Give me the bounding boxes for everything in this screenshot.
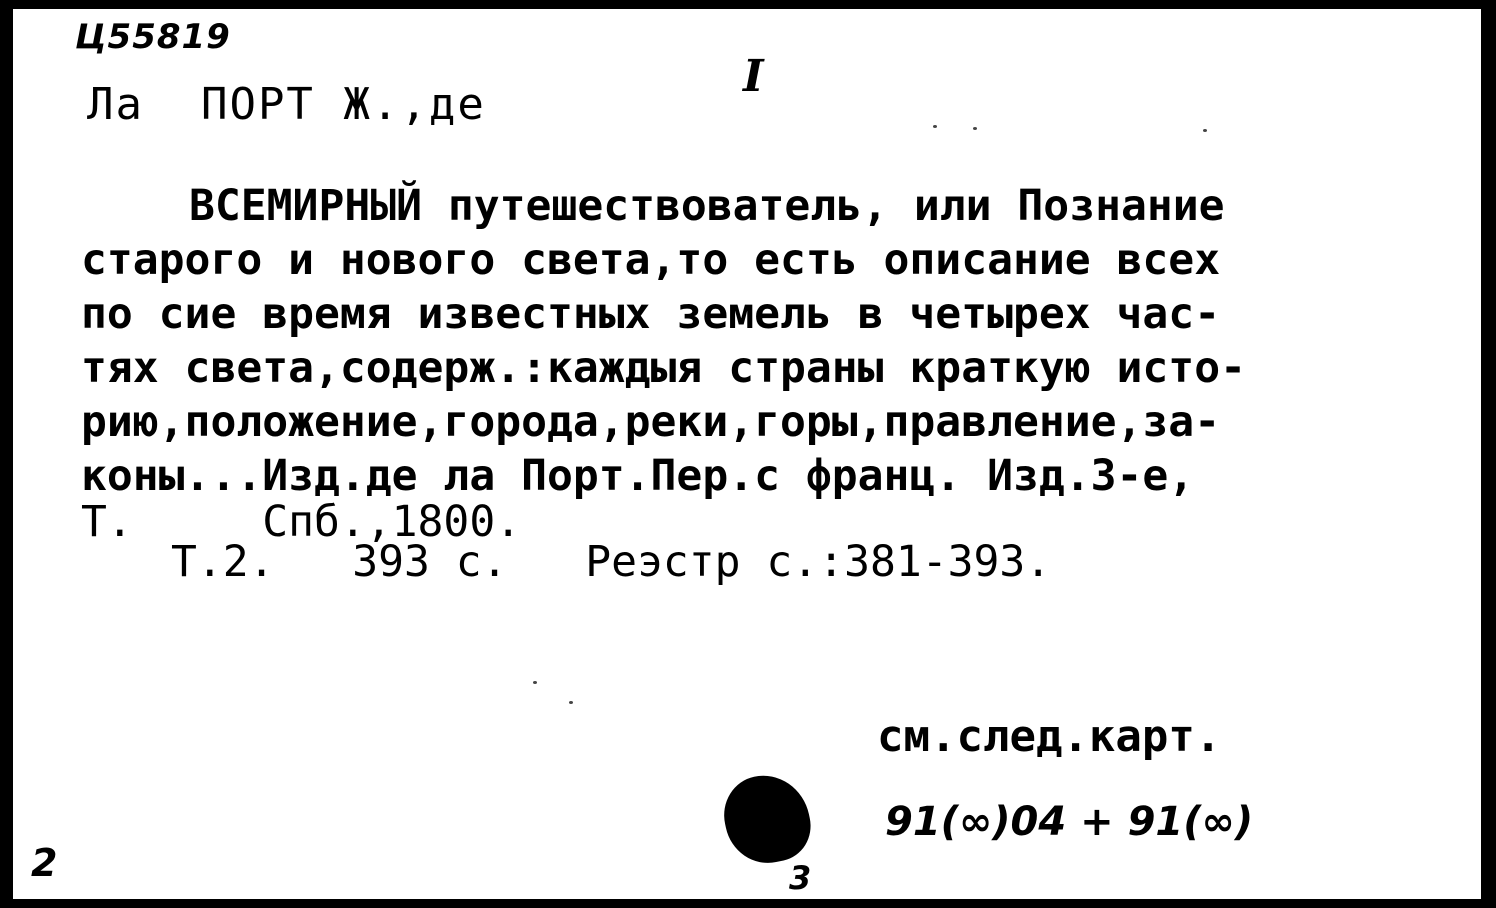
ink-speck xyxy=(973,127,977,130)
ink-speck xyxy=(569,701,573,704)
bottom-number: 3 xyxy=(789,859,812,897)
body-line: ВСЕМИРНЫЙ путешествователь, или Познание xyxy=(189,181,1225,231)
body-line: по сие время известных земель в четырех час- xyxy=(81,289,1221,339)
inventory-number: Ц55819 xyxy=(75,17,231,57)
body-line: коны...Изд.де ла Порт.Пер.с франц. Изд.3-е, xyxy=(81,451,1195,501)
ink-speck xyxy=(533,681,537,684)
catalog-card xyxy=(10,6,1484,902)
body-line: тях света,содерж.:каждыя страны краткую исто- xyxy=(81,343,1246,393)
ink-speck xyxy=(933,125,937,128)
classification-code: 91(∞)04 + 91(∞) xyxy=(885,799,1254,845)
see-next-card-note: см.след.карт. xyxy=(877,711,1222,762)
body-line: Т. Спб.,1800. xyxy=(81,497,522,547)
body-line: рию,положение,города,реки,горы,правление,за- xyxy=(81,397,1221,447)
body-line: Т.2. 393 с. Реэстр с.:381-393. xyxy=(171,537,1052,587)
ink-blot xyxy=(717,767,817,871)
body-line: старого и нового света,то есть описание всех xyxy=(81,235,1221,285)
volume-mark: I xyxy=(743,51,764,102)
ink-speck xyxy=(1203,129,1207,132)
corner-number: 2 xyxy=(31,841,58,885)
author-heading: Ла ПОРТ Ж.,де xyxy=(87,79,486,130)
